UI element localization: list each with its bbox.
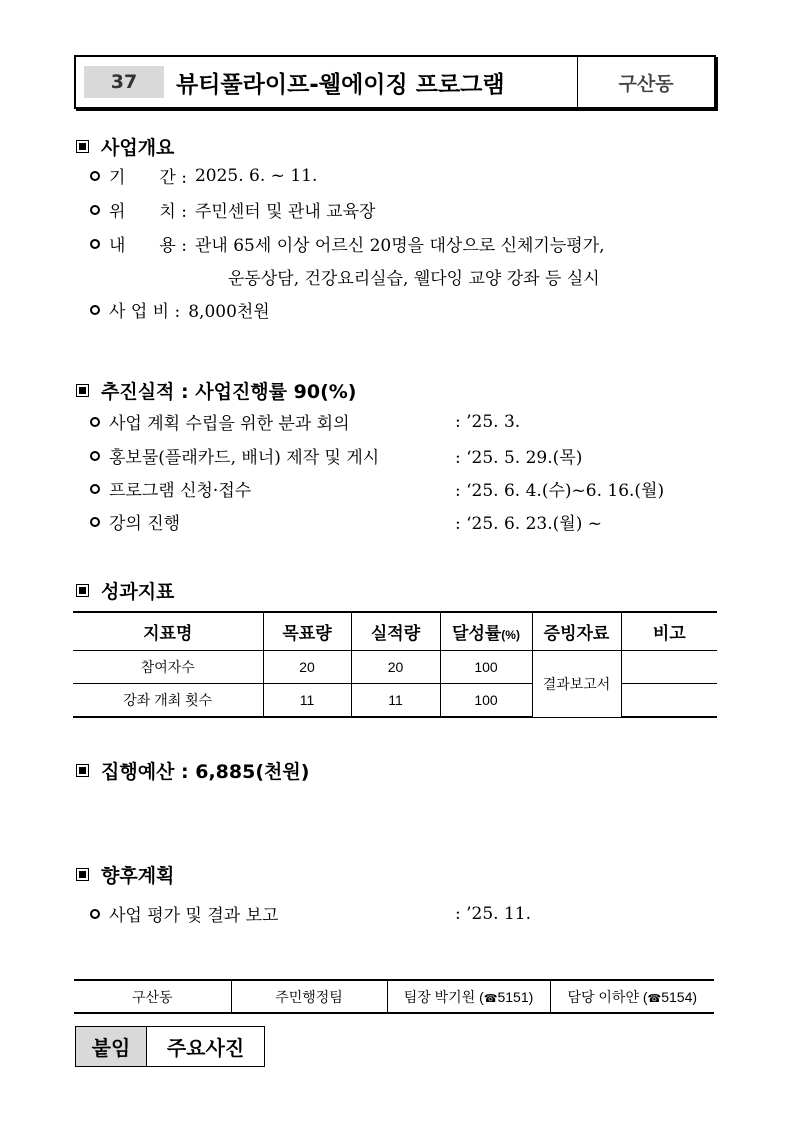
circle-bullet-icon (90, 451, 100, 461)
section-progress (76, 377, 356, 404)
section-plan (76, 861, 174, 888)
circle-bullet-icon (90, 484, 100, 494)
list-item (90, 901, 730, 926)
content-value-continued: 운동상담, 건강요리실습, 웰다잉 교양 강좌 등 실시 (228, 269, 600, 289)
location-value: 주민센터 및 관내 교육장 (194, 202, 376, 222)
circle-bullet-icon (90, 909, 100, 919)
indicator-note (621, 651, 717, 684)
section-overview (76, 133, 174, 160)
circle-bullet-icon (90, 171, 100, 181)
table-row (73, 684, 717, 718)
square-bullet-icon (76, 140, 89, 153)
table-row (74, 980, 714, 1013)
leader-phone: 5151) (497, 988, 534, 1005)
attachment-title: 주요사진 (166, 1036, 245, 1060)
progress-item-label: 프로그램 신청·접수 (109, 481, 252, 501)
plan-item-label: 사업 평가 및 결과 보고 (109, 906, 279, 926)
list-item (90, 443, 730, 468)
phone-icon: ☎ (483, 992, 498, 1005)
indicator-actual: 11 (351, 684, 440, 718)
section-title: 사업개요 (101, 137, 175, 159)
table-header-row (73, 612, 717, 651)
column-header: 증빙자료 (532, 612, 621, 651)
content-label: 내 용 : (109, 236, 187, 256)
list-item (90, 509, 730, 534)
footer-leader (387, 980, 550, 1013)
progress-item-label: 홍보물(플래카드, 배너) 제작 및 게시 (109, 448, 380, 468)
table-row (73, 651, 717, 684)
rate-header-text: 달성률 (452, 624, 502, 643)
section-indicators (76, 577, 174, 604)
indicator-evidence: 결과보고서 (532, 651, 621, 718)
leader-name: 팀장 박기원 ( (403, 988, 484, 1005)
period-value: 2025. 6. ~ 11. (194, 165, 318, 186)
progress-item-label: 강의 진행 (109, 514, 181, 534)
progress-item-date: : ‘25. 6. 23.(월) ~ (455, 514, 602, 534)
indicator-name: 참여자수 (73, 651, 263, 684)
indicator-note (621, 684, 717, 718)
list-item (90, 476, 730, 501)
overview-period (90, 163, 317, 188)
rate-header-unit: (%) (501, 628, 520, 642)
section-title: 추진실적 : 사업진행률 90(%) (101, 381, 357, 403)
square-bullet-icon (76, 764, 89, 777)
title-box (74, 55, 716, 109)
circle-bullet-icon (90, 205, 100, 215)
location-label: 위 치 : (109, 202, 187, 222)
progress-item-label: 사업 계획 수립을 위한 분과 회의 (109, 414, 350, 434)
indicator-target: 20 (263, 651, 351, 684)
budget-label: 사 업 비 : (109, 302, 181, 322)
overview-content (90, 231, 605, 256)
footer-staff (550, 980, 714, 1013)
column-header: 실적량 (351, 612, 440, 651)
budget-value: 8,000천원 (188, 302, 270, 322)
circle-bullet-icon (90, 517, 100, 527)
progress-item-date: : ’25. 3. (455, 411, 521, 432)
progress-item-date: : ‘25. 6. 4.(수)~6. 16.(월) (455, 481, 665, 501)
attachment-label: 붙임 (76, 1027, 147, 1066)
staff-name: 담당 이하얀 ( (567, 988, 648, 1005)
section-budget (76, 757, 309, 784)
contact-footer (74, 979, 714, 1014)
square-bullet-icon (76, 384, 89, 397)
indicator-rate: 100 (440, 684, 532, 718)
overview-budget (90, 297, 270, 322)
list-item (90, 409, 730, 434)
plan-item-date: : ’25. 11. (455, 903, 532, 924)
page-title: 뷰티풀라이프-웰에이징 프로그램 (176, 71, 505, 98)
column-header: 지표명 (73, 612, 263, 651)
section-title: 향후계획 (101, 865, 175, 887)
indicator-target: 11 (263, 684, 351, 718)
indicator-name: 강좌 개최 횟수 (73, 684, 263, 718)
phone-icon: ☎ (647, 992, 662, 1005)
square-bullet-icon (76, 584, 89, 597)
circle-bullet-icon (90, 305, 100, 315)
square-bullet-icon (76, 868, 89, 881)
program-number: 37 (84, 66, 164, 98)
progress-item-date: : ‘25. 5. 29.(목) (455, 448, 583, 468)
footer-dong: 구산동 (74, 980, 231, 1013)
overview-location (90, 197, 375, 222)
circle-bullet-icon (90, 417, 100, 427)
section-title: 집행예산 : 6,885(천원) (101, 761, 310, 783)
period-label: 기 간 : (109, 168, 187, 188)
column-header: 비고 (621, 612, 717, 651)
dong-name: 구산동 (577, 57, 714, 107)
section-title: 성과지표 (101, 581, 175, 603)
staff-phone: 5154) (661, 988, 698, 1005)
column-header: 목표량 (263, 612, 351, 651)
footer-team: 주민행정팀 (231, 980, 387, 1013)
attachment-box (75, 1026, 265, 1067)
indicator-rate: 100 (440, 651, 532, 684)
indicator-actual: 20 (351, 651, 440, 684)
indicator-table (73, 611, 717, 718)
column-header (440, 612, 532, 651)
content-value: 관내 65세 이상 어르신 20명을 대상으로 신체기능평가, (194, 236, 605, 256)
circle-bullet-icon (90, 239, 100, 249)
